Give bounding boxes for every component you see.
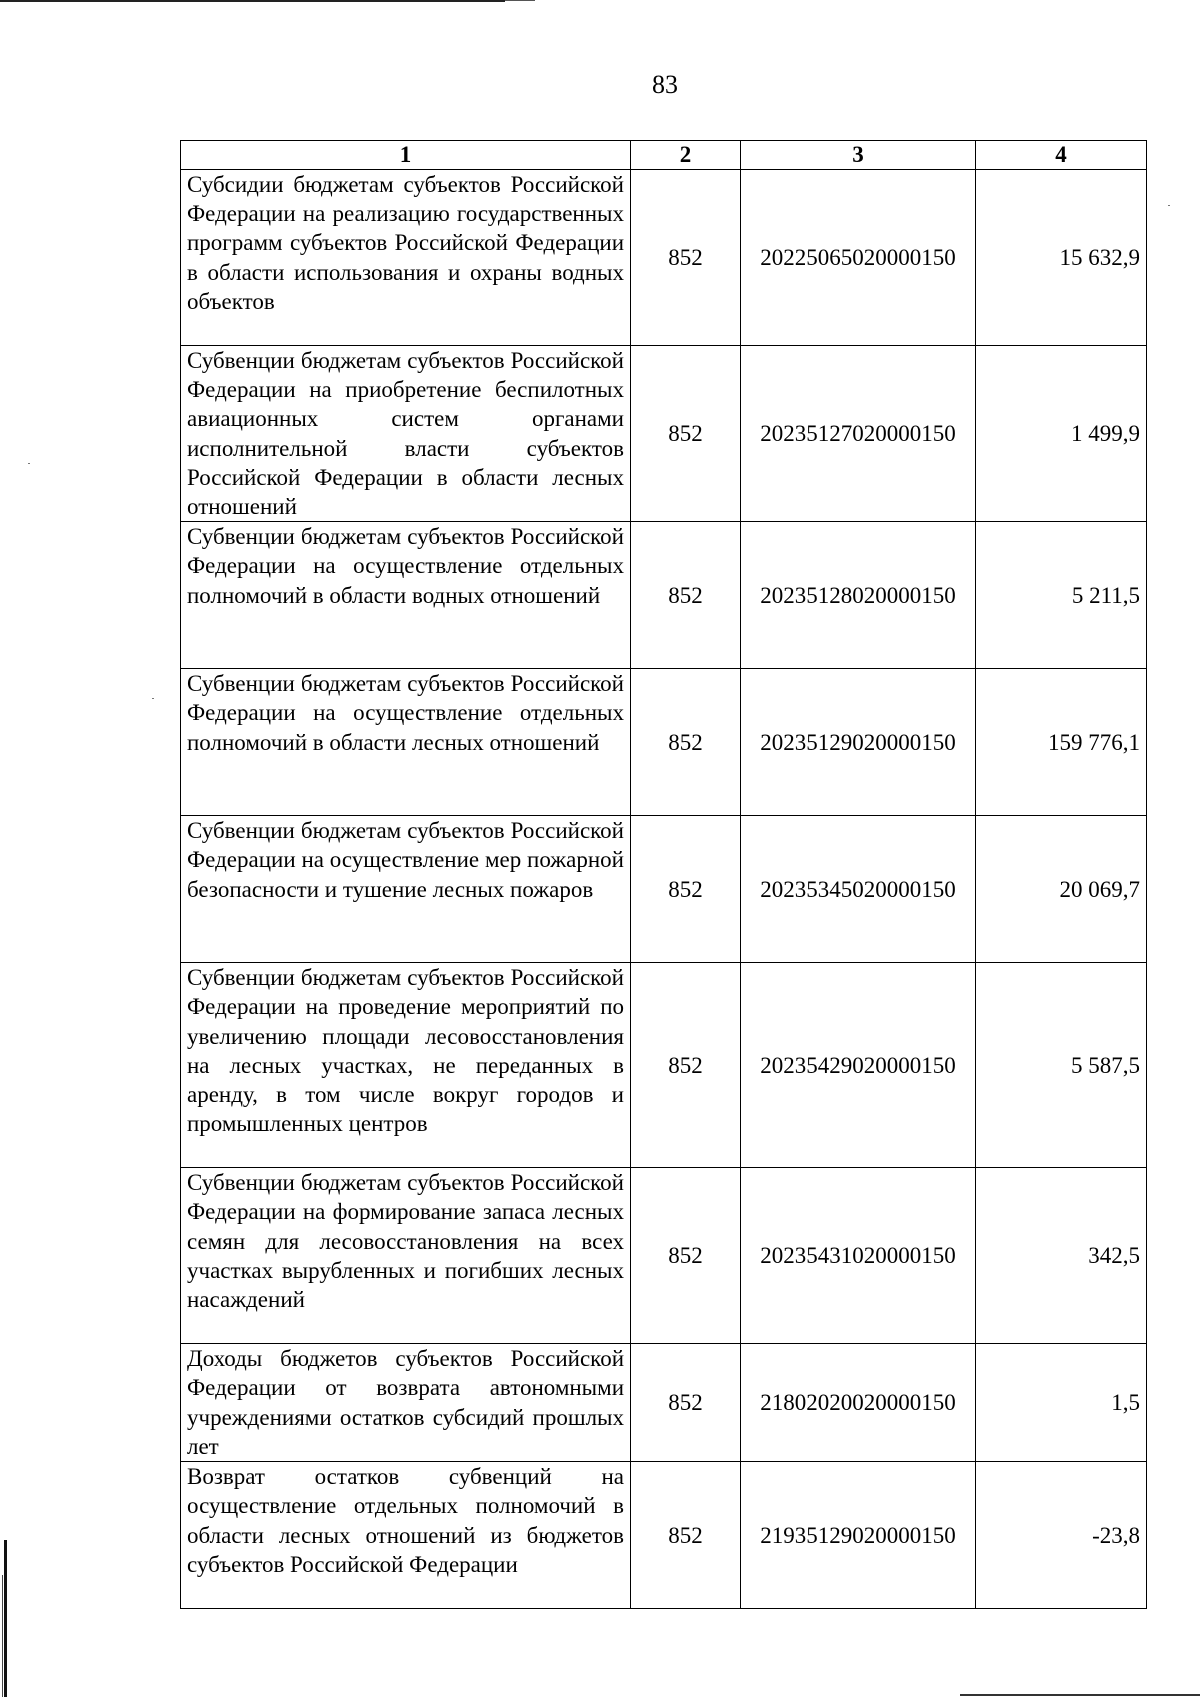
column-header-4: 4	[976, 141, 1147, 170]
column-header-2: 2	[631, 141, 741, 170]
scan-artifact-left-edge	[4, 1540, 7, 1697]
row-description: Субвенции бюджетам субъектов Российской Федерации на осуществление отдельных полномочий в области лесных отношений	[181, 669, 631, 816]
row-description: Субвенции бюджетам субъектов Российской Федерации на формирование запаса лесных семян для лесовосстановления на всех участках вырубленных и погибших лесных насаждений	[181, 1168, 631, 1344]
row-admin-code: 852	[631, 522, 741, 669]
row-description: Субвенции бюджетам субъектов Российской Федерации на осуществление мер пожарной безопасности и тушение лесных пожаров	[181, 816, 631, 963]
row-budget-code: 20225065020000150	[741, 170, 976, 346]
scan-artifact-bottom-line	[960, 1694, 1200, 1696]
row-budget-code: 20235429020000150	[741, 963, 976, 1168]
table-row	[181, 522, 1147, 669]
row-amount: 20 069,7	[976, 816, 1147, 963]
column-header-1: 1	[181, 141, 631, 170]
page-number: 83	[652, 70, 678, 99]
scan-speck	[152, 698, 154, 699]
row-admin-code: 852	[631, 1344, 741, 1462]
row-admin-code: 852	[631, 816, 741, 963]
row-amount: 15 632,9	[976, 170, 1147, 346]
table-row	[181, 1344, 1147, 1462]
row-admin-code: 852	[631, 346, 741, 522]
table-row	[181, 1168, 1147, 1344]
table-row	[181, 346, 1147, 522]
column-header-3: 3	[741, 141, 976, 170]
row-budget-code: 20235129020000150	[741, 669, 976, 816]
row-description: Субвенции бюджетам субъектов Российской Федерации на осуществление отдельных полномочий в области водных отношений	[181, 522, 631, 669]
row-description: Субсидии бюджетам субъектов Российской Федерации на реализацию государственных программ субъектов Российской Федерации в области использования и охраны водных объектов	[181, 170, 631, 346]
scan-artifact-top-line-faint	[505, 0, 535, 1]
table-header-row	[181, 141, 1147, 170]
row-budget-code: 20235128020000150	[741, 522, 976, 669]
row-amount: -23,8	[976, 1462, 1147, 1609]
row-admin-code: 852	[631, 170, 741, 346]
scan-artifact-left-edge-faint	[2, 1575, 3, 1697]
table-row	[181, 1462, 1147, 1609]
table-row	[181, 669, 1147, 816]
scan-speck	[28, 463, 30, 464]
row-amount: 159 776,1	[976, 669, 1147, 816]
scan-speck	[1168, 205, 1170, 206]
row-description: Субвенции бюджетам субъектов Российской Федерации на проведение мероприятий по увеличению площади лесовосстановления на лесных участках, не переданных в аренду, в том числе вокруг городов и промышленных центров	[181, 963, 631, 1168]
row-amount: 5 211,5	[976, 522, 1147, 669]
row-amount: 5 587,5	[976, 963, 1147, 1168]
row-budget-code: 21935129020000150	[741, 1462, 976, 1609]
table-row	[181, 170, 1147, 346]
table-row	[181, 816, 1147, 963]
scan-artifact-top-line	[0, 0, 505, 2]
row-description: Доходы бюджетов субъектов Российской Федерации от возврата автономными учреждениями остатков субсидий прошлых лет	[181, 1344, 631, 1462]
budget-revenue-table	[180, 140, 1147, 1609]
row-admin-code: 852	[631, 963, 741, 1168]
row-amount: 1,5	[976, 1344, 1147, 1462]
row-budget-code: 20235127020000150	[741, 346, 976, 522]
row-admin-code: 852	[631, 669, 741, 816]
row-budget-code: 21802020020000150	[741, 1344, 976, 1462]
row-amount: 342,5	[976, 1168, 1147, 1344]
row-budget-code: 20235345020000150	[741, 816, 976, 963]
table-row	[181, 963, 1147, 1168]
row-budget-code: 20235431020000150	[741, 1168, 976, 1344]
row-amount: 1 499,9	[976, 346, 1147, 522]
row-admin-code: 852	[631, 1462, 741, 1609]
row-admin-code: 852	[631, 1168, 741, 1344]
row-description: Субвенции бюджетам субъектов Российской Федерации на приобретение беспилотных авиационных систем органами исполнительной власти субъектов Российской Федерации в области лесных отношений	[181, 346, 631, 522]
row-description: Возврат остатков субвенций на осуществление отдельных полномочий в области лесных отношений из бюджетов субъектов Российской Федерации	[181, 1462, 631, 1609]
